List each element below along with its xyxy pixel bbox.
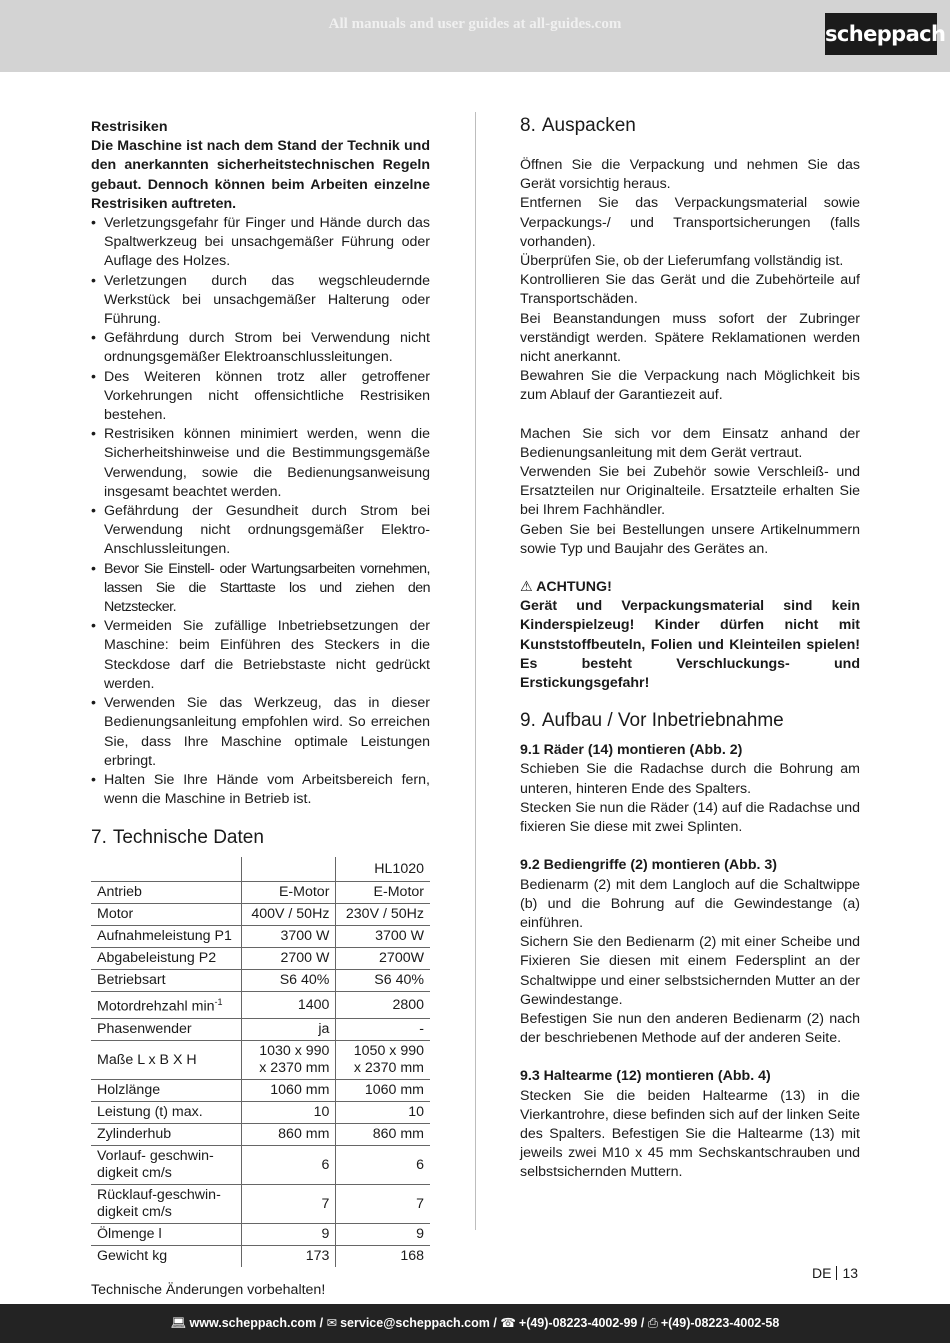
right-column bbox=[520, 115, 860, 1183]
paragraph: Entfernen Sie das Verpackungsmaterial sowie Verpackungs-/ und Transportsicherungen (falls vorhanden). bbox=[520, 195, 860, 250]
phone-icon: ☎ bbox=[500, 1316, 516, 1330]
table-row bbox=[91, 948, 430, 970]
cell-value: 3700 W bbox=[336, 926, 430, 948]
row-label: Phasenwender bbox=[91, 1019, 241, 1041]
superscript: -1 bbox=[214, 997, 223, 1008]
section-title: Auspacken bbox=[541, 115, 636, 136]
paragraph: Stecken Sie nun die Räder (14) auf die Radachse und fixieren Sie diese mit zwei Splinten. bbox=[520, 799, 860, 836]
paragraph: Geben Sie bei Bestellungen unsere Artikelnummern sowie Typ und Baujahr des Gerätes an. bbox=[520, 521, 860, 557]
paragraph: Überprüfen Sie, ob der Lieferumfang vollständig ist. bbox=[520, 253, 844, 270]
mail-icon: ✉ bbox=[326, 1316, 338, 1330]
cell-value: S6 40% bbox=[336, 970, 430, 992]
row-label: Betriebsart bbox=[91, 970, 241, 992]
table-row bbox=[91, 926, 430, 948]
row-label: Holzlänge bbox=[91, 1080, 241, 1102]
cell-value: 10 bbox=[336, 1102, 430, 1124]
cell-value: ja bbox=[241, 1019, 336, 1041]
section-number: 9. bbox=[520, 710, 536, 732]
cell-value: S6 40% bbox=[241, 970, 336, 992]
warning-title: ACHTUNG! bbox=[536, 579, 612, 596]
cell-value: 6 bbox=[336, 1146, 430, 1185]
paragraph: Verwenden Sie bei Zubehör sowie Verschleiß- und Ersatzteilen nur Originalteile. Ersatzteile erhalten Sie bei Ihrem Fachhändler. bbox=[520, 464, 860, 519]
computer-icon: 💻︎ bbox=[170, 1316, 187, 1330]
cell-value: 1060 mm bbox=[241, 1080, 336, 1102]
cell-value: 9 bbox=[241, 1224, 336, 1246]
section-heading-tech bbox=[91, 826, 430, 850]
table-row bbox=[91, 992, 430, 1019]
tech-note: Technische Änderungen vorbehalten! bbox=[91, 1282, 326, 1299]
table-row bbox=[91, 882, 430, 904]
paragraph: Sichern Sie den Bedienarm (2) mit einer Scheibe und Fixieren Sie diesen mit einem Federsplint an der Schaltwippe und einer selbstsichernden Mutter an der Gewindestange. bbox=[520, 934, 860, 1008]
warning-heading bbox=[520, 578, 860, 597]
column-divider bbox=[475, 112, 476, 1230]
cell-value: 1400 bbox=[241, 992, 336, 1019]
list-item: • Restrisiken können minimiert werden, wenn die Sicherheitshinweise und die Bestimmungsgemäße Verwendung, sowie die Bedienungsanweisung insgesamt beachtet werden. bbox=[91, 425, 430, 502]
list-item: • Halten Sie Ihre Hände vom Arbeitsbereich fern, wenn die Maschine in Betrieb ist. bbox=[91, 771, 430, 809]
table-header-cell bbox=[91, 857, 241, 882]
footer-fax: +(49)-08223-4002-58 bbox=[660, 1316, 780, 1330]
risks-list bbox=[91, 214, 430, 809]
table-row bbox=[91, 1124, 430, 1146]
row-label: Abgabeleistung P2 bbox=[91, 948, 241, 970]
row-label: Aufnahmeleistung P1 bbox=[91, 926, 241, 948]
warning-icon: ⚠ bbox=[520, 579, 533, 596]
paragraph: Schieben Sie die Radachse durch die Bohrung am unteren, hinteren Ende des Spalters. bbox=[520, 761, 860, 797]
section-number: 7. bbox=[91, 827, 107, 849]
cell-value: 9 bbox=[336, 1224, 430, 1246]
row-label: Antrieb bbox=[91, 882, 241, 904]
cell-value: - bbox=[336, 1019, 430, 1041]
cell-value: 860 mm bbox=[241, 1124, 336, 1146]
risks-intro: Die Maschine ist nach dem Stand der Technik und den anerkannten sicherheitstechnischen Regeln gebaut. Dennoch können beim Arbeiten einzelne Restrisiken auftreten. bbox=[91, 138, 430, 212]
watermark: All manuals and user guides at all-guides.com bbox=[328, 16, 622, 32]
cell-value: E-Motor bbox=[336, 882, 430, 904]
footer-email[interactable]: service@scheppach.com / bbox=[340, 1316, 497, 1330]
left-column bbox=[91, 118, 430, 1300]
cell-value: 1030 x 990 x 2370 mm bbox=[241, 1041, 336, 1080]
model-header: HL1020 bbox=[374, 860, 424, 877]
paragraph: Bedienarm (2) mit dem Langloch auf die Schaltwippe (b) und die Bohrung auf die Gewindestange (a) einführen. bbox=[520, 876, 860, 931]
cell-value: 1060 mm bbox=[336, 1080, 430, 1102]
cell-value: 2800 bbox=[336, 992, 430, 1019]
paragraph: Bewahren Sie die Verpackung nach Möglichkeit bis zum Ablauf der Garantiezeit auf. bbox=[520, 368, 860, 404]
fax-icon: ⎙ bbox=[647, 1316, 658, 1330]
list-item: • Bevor Sie Einstell- oder Wartungsarbeiten vornehmen, lassen Sie die Starttaste los und ziehen den Netzstecker. bbox=[91, 560, 430, 618]
table-row bbox=[91, 970, 430, 992]
subsection-title: 9.1 Räder (14) montieren (Abb. 2) bbox=[520, 742, 743, 759]
footer-phone: +(49)-08223-4002-99 / bbox=[518, 1316, 645, 1330]
brand-logo: scheppach bbox=[825, 13, 937, 55]
subsection-title: 9.2 Bediengriffe (2) montieren (Abb. 3) bbox=[520, 857, 777, 874]
table-row bbox=[91, 1019, 430, 1041]
table-row bbox=[91, 1080, 430, 1102]
cell-value: 168 bbox=[336, 1246, 430, 1268]
section-number: 8. bbox=[520, 115, 536, 136]
cell-value: 7 bbox=[241, 1185, 336, 1224]
spec-table bbox=[91, 857, 430, 1267]
table-row bbox=[91, 1102, 430, 1124]
row-label: Motordrehzahl $\min^{-1}$ bbox=[91, 992, 241, 1019]
cell-value: 230V / 50Hz bbox=[336, 904, 430, 926]
row-label: Vorlauf- geschwin- digkeit cm/s bbox=[91, 1146, 241, 1185]
section-heading-setup bbox=[520, 709, 860, 733]
table-row bbox=[91, 1224, 430, 1246]
cell-value: 7 bbox=[336, 1185, 430, 1224]
paragraph: Öffnen Sie die Verpackung und nehmen Sie das Gerät vorsichtig heraus. bbox=[520, 157, 860, 193]
cell-value: 860 mm bbox=[336, 1124, 430, 1146]
cell-value: 400V / 50Hz bbox=[241, 904, 336, 926]
table-row bbox=[91, 1041, 430, 1080]
page-number bbox=[812, 1265, 858, 1281]
page-header bbox=[0, 0, 950, 72]
cell-value: 10 bbox=[241, 1102, 336, 1124]
list-item: • Verletzungsgefahr für Finger und Hände durch das Spaltwerkzeug bei unsachgemäßer Führung oder Auflage des Holzes. bbox=[91, 214, 430, 272]
section-title: Technische Daten bbox=[112, 827, 264, 849]
table-header-row bbox=[91, 857, 430, 882]
cell-value: 1050 x 990 x 2370 mm bbox=[336, 1041, 430, 1080]
cell-value: 173 bbox=[241, 1246, 336, 1268]
list-item: • Verwenden Sie das Werkzeug, das in dieser Bedienungsanleitung empfohlen wird. So erreichen Sie, dass Ihre Maschine optimale Leistungen erbringt. bbox=[91, 694, 430, 771]
risks-title: Restrisiken bbox=[91, 119, 168, 135]
row-label: Zylinderhub bbox=[91, 1124, 241, 1146]
table-row bbox=[91, 1146, 430, 1185]
table-row bbox=[91, 904, 430, 926]
row-label: Motor bbox=[91, 904, 241, 926]
table-row bbox=[91, 1185, 430, 1224]
row-label: Rücklauf-geschwin- digkeit cm/s bbox=[91, 1185, 241, 1224]
footer-website[interactable]: www.scheppach.com / bbox=[189, 1316, 324, 1330]
page-number-value: 13 bbox=[842, 1265, 859, 1281]
cell-value: 2700W bbox=[336, 948, 430, 970]
paragraph: Befestigen Sie nun den anderen Bedienarm (2) nach der beschriebenen Methode auf der anderen Seite. bbox=[520, 1010, 860, 1047]
row-label: Ölmenge l bbox=[91, 1224, 241, 1246]
cell-value: 2700 W bbox=[241, 948, 336, 970]
list-item: • Gefährdung durch Strom bei Verwendung nicht ordnungsgemäßer Elektroanschlussleitungen. bbox=[91, 329, 430, 367]
table-header-cell bbox=[241, 857, 336, 882]
row-label: Leistung (t) max. bbox=[91, 1102, 241, 1124]
list-item: • Verletzungen durch das wegschleudernde Werkstück bei unsachgemäßer Halterung oder Führung. bbox=[91, 272, 430, 330]
paragraph: Kontrollieren Sie das Gerät und die Zubehörteile auf Transportschäden. bbox=[520, 272, 860, 308]
section-title: Aufbau / Vor Inbetriebnahme bbox=[541, 710, 784, 732]
contact-footer bbox=[0, 1304, 950, 1343]
list-item: • Des Weiteren können trotz aller getroffener Vorkehrungen nicht offensichtliche Restrisiken bestehen. bbox=[91, 368, 430, 426]
paragraph: Bei Beanstandungen muss sofort der Zubringer verständigt werden. Spätere Reklamationen werden nicht anerkannt. bbox=[520, 310, 860, 366]
paragraph: Machen Sie sich vor dem Einsatz anhand der Bedienungsanleitung mit dem Gerät vertraut. bbox=[520, 425, 860, 461]
section-heading-unpack bbox=[520, 114, 860, 138]
list-item: • Gefährdung der Gesundheit durch Strom bei Verwendung nicht ordnungsgemäßer Elektro-Anschlussleitungen. bbox=[91, 502, 430, 560]
cell-value: 3700 W bbox=[241, 926, 336, 948]
separator bbox=[836, 1266, 837, 1280]
row-label: Gewicht kg bbox=[91, 1246, 241, 1268]
cell-value: 6 bbox=[241, 1146, 336, 1185]
paragraph: Stecken Sie die beiden Haltearme (13) in die Vierkantrohre, diese befinden sich auf der linken Seite des Spalters. Befestigen Sie die Haltearme (13) mit jeweils zwei M10 x 45 mm Sechskantschrauben und selbstsichernden Muttern. bbox=[520, 1087, 860, 1181]
table-row bbox=[91, 1246, 430, 1268]
subsection-title: 9.3 Haltearme (12) montieren (Abb. 4) bbox=[520, 1068, 771, 1085]
row-label: Maße L x B X H bbox=[91, 1041, 241, 1080]
list-item: • Vermeiden Sie zufällige Inbetriebsetzungen der Maschine: beim Einführen des Steckers in die Steckdose darf die Betriebstaste nicht gedrückt werden. bbox=[91, 617, 430, 694]
warning-text: Gerät und Verpackungsmaterial sind kein Kinderspielzeug! Kinder dürfen nicht mit Kunststoffbeuteln, Folien und Kleinteilen spielen! Es besteht Verschluckungs- und Erstickungsgefahr! bbox=[520, 598, 860, 692]
cell-value: E-Motor bbox=[241, 882, 336, 904]
language-code: DE bbox=[812, 1265, 832, 1281]
